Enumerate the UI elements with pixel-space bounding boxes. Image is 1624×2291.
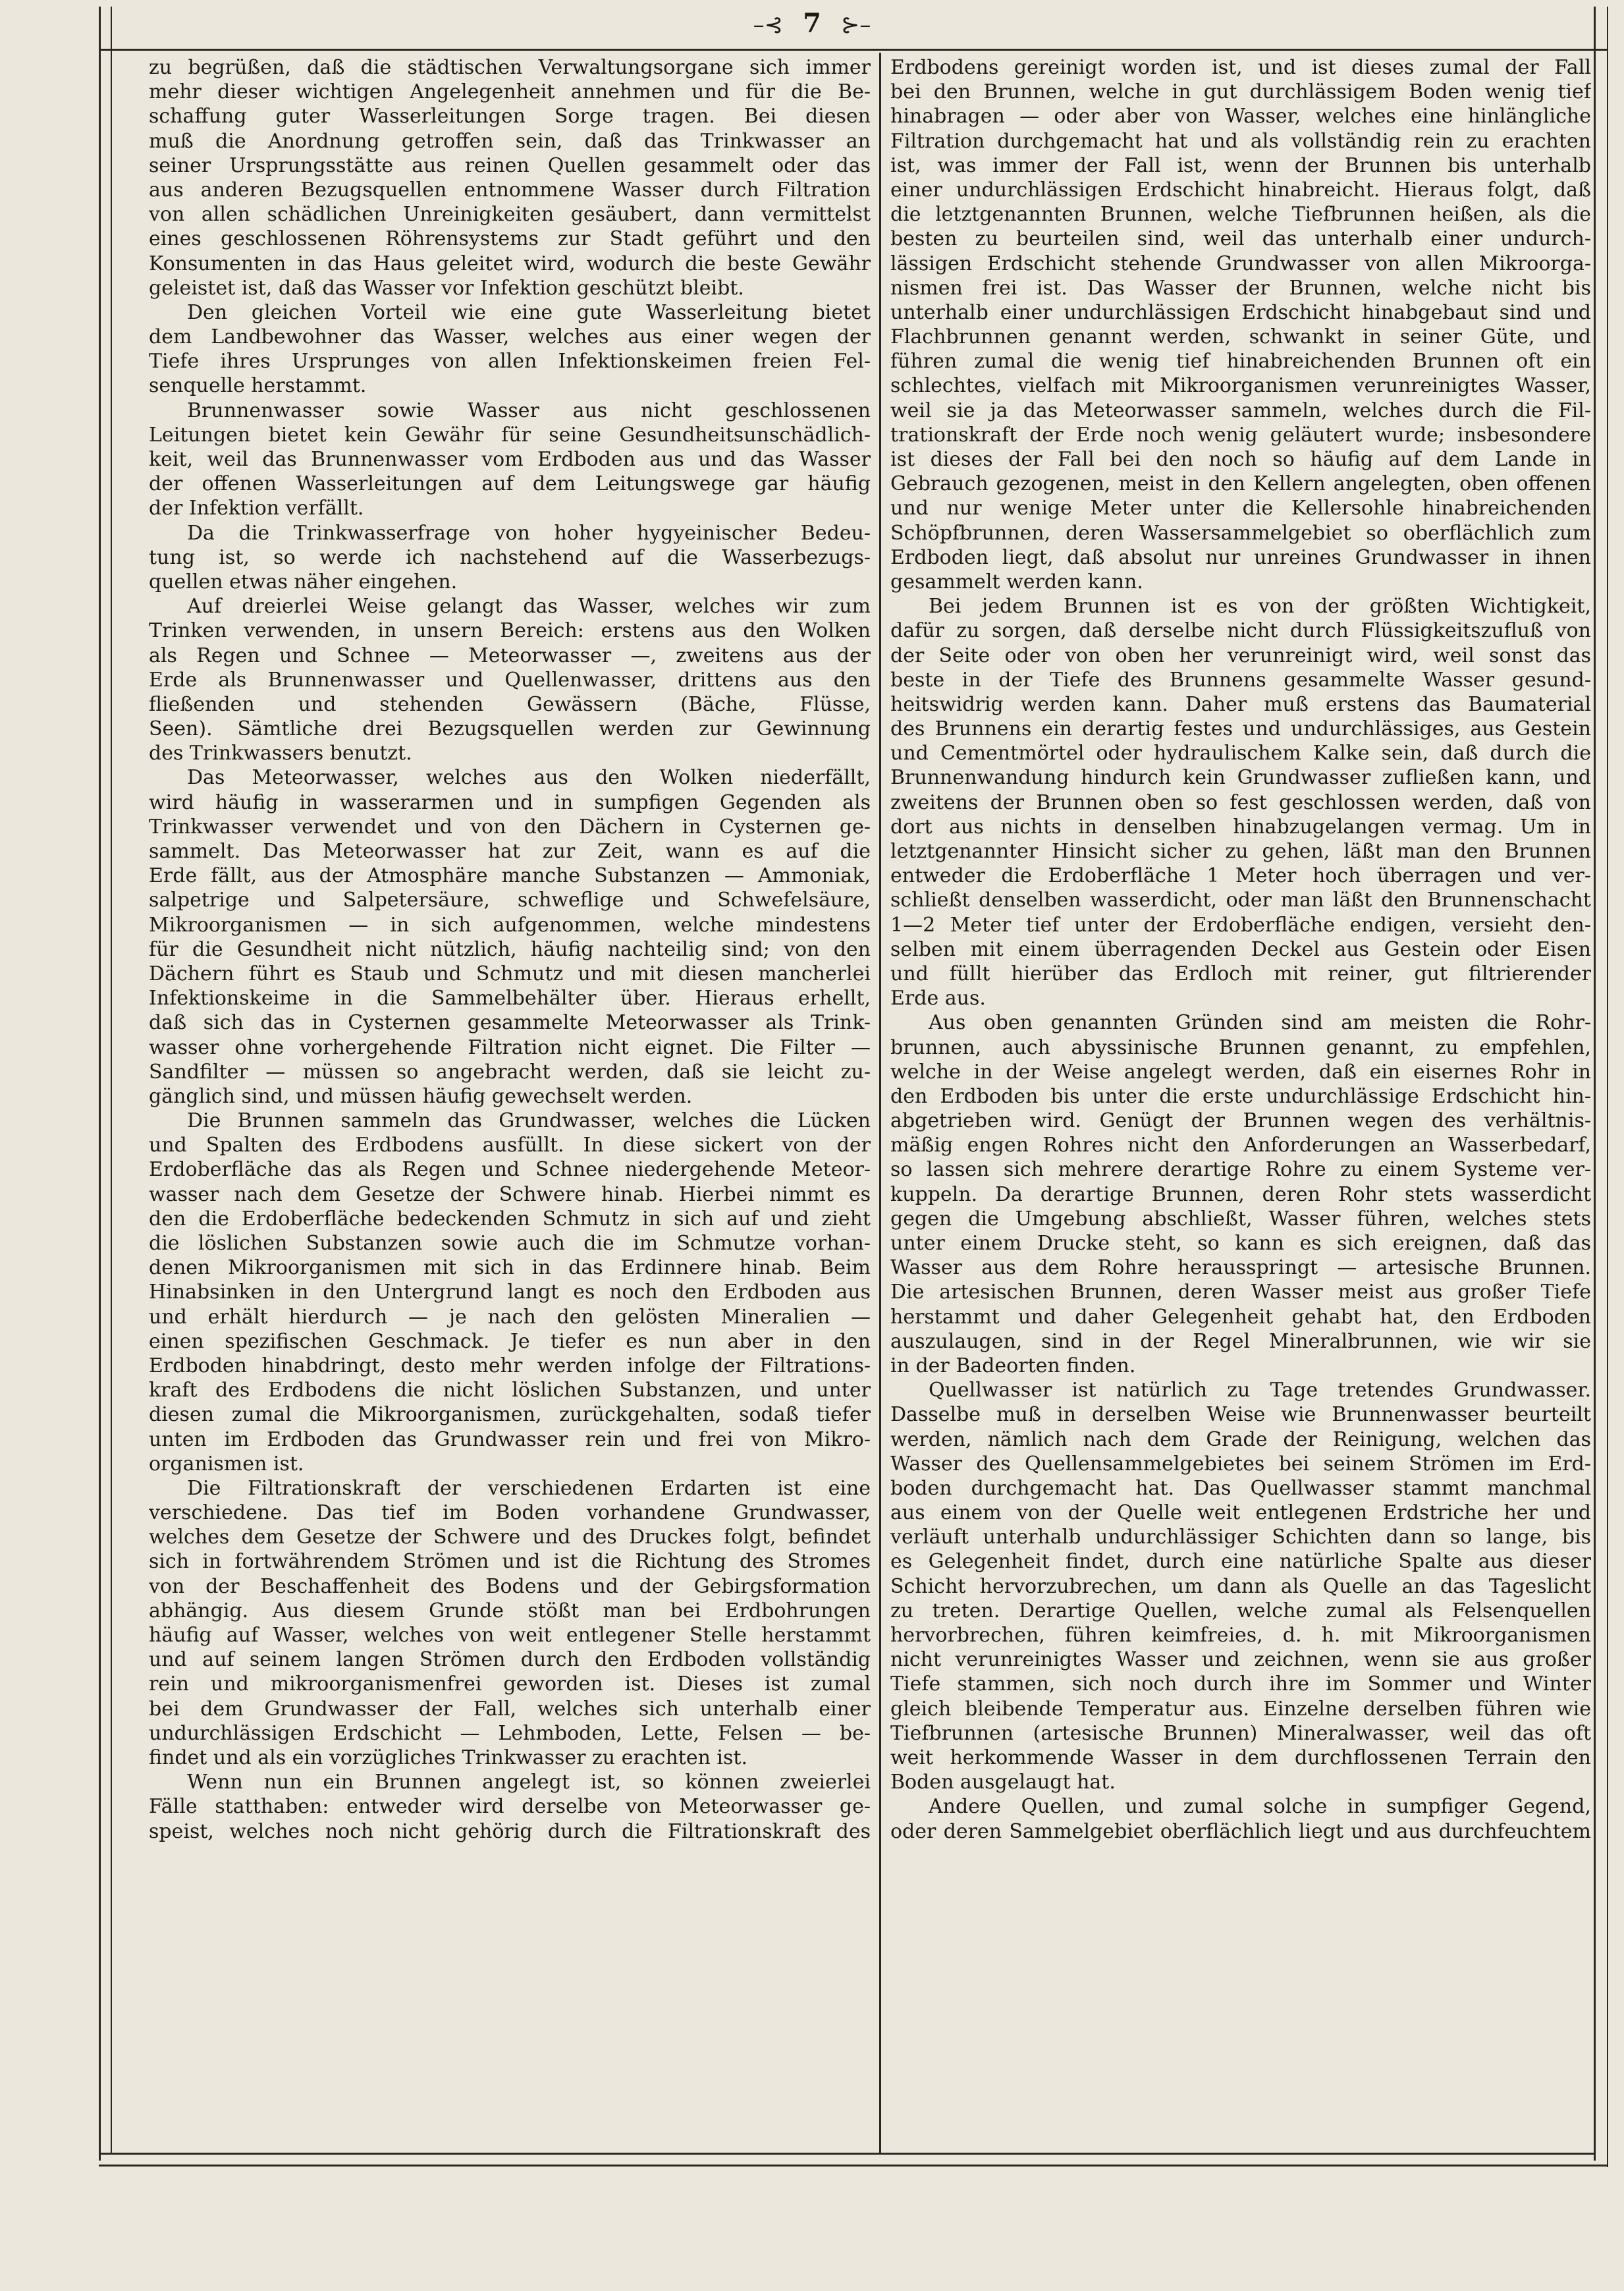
text-line: Die Filtrationskraft der verschiedenen Erdarten ist eine	[187, 1476, 871, 1500]
text-line: unterhalb einer undurchlässigen Erdschicht hinabgebaut sind und	[890, 300, 1591, 324]
text-line: wasser nach dem Gesetze der Schwere hinab. Hierbei nimmt es	[149, 1182, 871, 1206]
text-line: oder deren Sammelgebiet oberflächlich liegt und aus durchfeuchtem	[890, 1819, 1591, 1843]
text-line: mäßig engen Rohres nicht den Anforderungen an Wasserbedarf,	[890, 1134, 1591, 1157]
text-line: lässigen Erdschicht stehende Grundwasser von allen Mikroorga-	[890, 252, 1591, 275]
text-line: gleich bleibende Temperatur aus. Einzelne derselben führen wie	[890, 1697, 1591, 1721]
text-line: Flachbrunnen genannt werden, schwankt in seiner Güte, und	[890, 325, 1591, 349]
text-line: Erde aus.	[890, 987, 986, 1010]
text-line: herstammt und daher Gelegenheit gehabt hat, den Erdboden	[890, 1305, 1591, 1329]
text-line: hinabragen — oder aber von Wasser, welches eine hinlängliche	[890, 105, 1591, 128]
text-line: Da die Trinkwasserfrage von hoher hygyeinischer Bedeu-	[187, 521, 871, 545]
text-line: Konsumenten in das Haus geleitet wird, wodurch die beste Gewähr	[149, 252, 871, 275]
text-line: Tiefe ihres Ursprunges von allen Infektionskeimen freien Fel-	[149, 350, 871, 373]
text-line: die löslichen Substanzen sowie auch die im Schmutze vorhan-	[149, 1232, 871, 1255]
text-line: wasser ohne vorhergehende Filtration nicht eignet. Die Filter —	[149, 1035, 871, 1059]
text-line: eines geschlossenen Röhrensystems zur Stadt geführt und den	[149, 227, 871, 251]
text-line: auszulaugen, sind in der Regel Mineralbrunnen, wie wir sie	[890, 1329, 1591, 1353]
text-line: Filtration durchgemacht hat und als vollständig rein zu erachten	[890, 129, 1591, 153]
text-line: keit, weil das Brunnenwasser vom Erdboden aus und das Wasser	[149, 448, 871, 471]
text-line: Bei jedem Brunnen ist es von der größten Wichtigkeit,	[929, 595, 1591, 619]
text-line: findet und als ein vorzügliches Trinkwasser zu erachten ist.	[149, 1746, 748, 1769]
text-line: weit herkommende Wasser in dem durchflossenen Terrain den	[890, 1746, 1591, 1769]
text-line: boden durchgemacht hat. Das Quellwasser stammt manchmal	[890, 1476, 1591, 1500]
text-line: Dasselbe muß in derselben Weise wie Brunnenwasser beurteilt	[890, 1403, 1591, 1427]
header-rule	[99, 49, 1607, 51]
text-line: rein und mikroorganismenfrei geworden ist. Dieses ist zumal	[149, 1672, 871, 1696]
page-border-bottom-outer	[99, 2165, 1608, 2167]
ornament-left: –⊰	[753, 12, 784, 38]
text-line: bei dem Grundwasser der Fall, welches sich unterhalb einer	[149, 1697, 871, 1721]
text-line: Mikroorganismen — in sich aufgenommen, welche mindestens	[149, 913, 871, 937]
text-line: einen spezifischen Geschmack. Je tiefer es nun aber in den	[149, 1329, 871, 1353]
text-line: Infektionskeime in die Sammelbehälter über. Hieraus erhellt,	[149, 987, 871, 1010]
text-line: organismen ist.	[149, 1452, 304, 1476]
text-line: ist, was immer der Fall ist, wenn der Brunnen bis unterhalb	[890, 153, 1591, 177]
right-text-column	[890, 55, 1591, 2150]
text-line: zu treten. Derartige Quellen, welche zumal als Felsenquellen	[890, 1599, 1591, 1622]
text-line: quellen etwas näher eingehen.	[149, 570, 458, 593]
ornament-right: ⊱–	[840, 12, 871, 38]
text-line: entweder die Erdoberfläche 1 Meter hoch überragen und ver-	[890, 864, 1591, 888]
text-line: einer undurchlässigen Erdschicht hinabreicht. Hieraus folgt, daß	[890, 178, 1591, 202]
text-line: Brunnenwasser sowie Wasser aus nicht geschlossenen	[187, 399, 871, 422]
text-line: aus einem von der Quelle weit entlegenen Erdstriche her und	[890, 1501, 1591, 1525]
text-line: undurchlässigen Erdschicht — Lehmboden, Lette, Felsen — be-	[149, 1721, 871, 1745]
page-border-right	[1594, 7, 1596, 2161]
text-line: salpetrige und Salpetersäure, schweflige und Schwefelsäure,	[149, 889, 871, 912]
text-line: Trinken verwenden, in unsern Bereich: erstens aus den Wolken	[149, 619, 871, 643]
text-line: von der Beschaffenheit des Bodens und der Gebirgsformation	[149, 1574, 871, 1598]
text-line: der Infektion verfällt.	[149, 497, 364, 520]
text-line: Wasser aus dem Rohre herausspringt — artesische Brunnen.	[890, 1256, 1591, 1280]
text-line: und Cementmörtel oder hydraulischem Kalke sein, daß durch die	[890, 742, 1591, 765]
text-line: und auf seinem langen Strömen durch den Erdboden vollständig	[149, 1648, 871, 1672]
text-line: Das Meteorwasser, welches aus den Wolken niederfällt,	[187, 766, 871, 790]
text-line: Aus oben genannten Gründen sind am meisten die Rohr-	[929, 1011, 1591, 1035]
text-line: von allen schädlichen Unreinigkeiten gesäubert, dann vermittelst	[149, 203, 871, 227]
text-line: welches dem Gesetze der Schwere und des Druckes folgt, befindet	[149, 1526, 871, 1549]
text-line: heitswidrig werden kann. Daher muß erstens das Baumaterial	[890, 692, 1591, 716]
text-line: zweitens der Brunnen oben so fest geschlossen werden, daß von	[890, 790, 1591, 814]
text-line: Erdbodens gereinigt worden ist, und ist dieses zumal der Fall	[890, 56, 1591, 79]
text-line: beste in der Tiefe des Brunnens gesammelte Wasser gesund-	[890, 668, 1591, 692]
text-line: in der Badeorten finden.	[890, 1354, 1136, 1377]
text-line: Erdboden hinabdringt, desto mehr werden infolge der Filtrations-	[149, 1354, 871, 1377]
text-line: und nur wenige Meter unter die Kellersohle hinabreichenden	[890, 497, 1591, 520]
text-line: aus anderen Bezugsquellen entnommene Wasser durch Filtration	[149, 178, 871, 202]
page-border-right-outer	[1607, 7, 1608, 2167]
page-border-left	[99, 7, 101, 2161]
text-line: Gebrauch gezogenen, meist in den Kellern angelegten, oben offenen	[890, 472, 1591, 496]
text-line: führen zumal die wenig tief hinabreichenden Brunnen oft ein	[890, 350, 1591, 373]
text-line: nicht verunreinigtes Wasser und zeichnen, wenn sie aus großer	[890, 1648, 1591, 1672]
text-line: Wasser des Quellensammelgebietes bei seinem Strömen im Erd-	[890, 1452, 1591, 1476]
text-line: Seen). Sämtliche drei Bezugsquellen werden zur Gewinnung	[149, 717, 871, 741]
text-line: verläuft unterhalb undurchlässiger Schichten dann so lange, bis	[890, 1526, 1591, 1549]
text-line: trationskraft der Erde noch wenig geläutert wurde; insbesondere	[890, 423, 1591, 447]
text-line: gesammelt werden kann.	[890, 570, 1143, 593]
page-border-bottom	[99, 2153, 1595, 2155]
text-line: als Regen und Schnee — Meteorwasser —, zweitens aus der	[149, 644, 871, 667]
text-line: wird häufig in wasserarmen und in sumpfigen Gegenden als	[149, 790, 871, 814]
text-line: den Erdboden bis unter die erste undurchlässige Erdschicht hin-	[890, 1084, 1591, 1108]
page-border-left-inner	[111, 7, 112, 2153]
text-line: Erde als Brunnenwasser und Quellenwasser, drittens aus den	[149, 668, 871, 692]
text-line: des Trinkwassers benutzt.	[149, 742, 412, 765]
text-line: der offenen Wasserleitungen auf dem Leitungswege gar häufig	[149, 472, 871, 496]
text-line: Tiefbrunnen (artesische Brunnen) Mineralwasser, weil das oft	[890, 1721, 1591, 1745]
text-line: gänglich sind, und müssen häufig gewechselt werden.	[149, 1084, 693, 1108]
text-line: besten zu beurteilen sind, weil das unterhalb einer undurch-	[890, 227, 1591, 251]
text-line: Erde fällt, aus der Atmosphäre manche Substanzen — Ammoniak,	[149, 864, 871, 888]
text-line: geleistet ist, daß das Wasser vor Infektion geschützt bleibt.	[149, 276, 744, 300]
text-line: der Seite oder von oben her verunreinigt wird, weil sonst das	[890, 644, 1591, 667]
text-line: für die Gesundheit nicht nützlich, häufig nachteilig sind; von den	[149, 937, 871, 961]
page-header	[0, 5, 1624, 42]
text-line: Schicht hervorzubrechen, um dann als Quelle an das Tageslicht	[890, 1574, 1591, 1598]
text-line: daß sich das in Cysternen gesammelte Meteorwasser als Trink-	[149, 1011, 871, 1035]
text-line: unter einem Drucke steht, so kann es sich ereignen, daß das	[890, 1232, 1591, 1255]
text-line: kraft des Erdbodens die nicht löslichen Substanzen, und unter	[149, 1379, 871, 1402]
text-line: unten im Erdboden das Grundwasser rein und frei von Mikro-	[149, 1427, 871, 1451]
text-line: speist, welches noch nicht gehörig durch die Filtrationskraft des	[149, 1819, 871, 1843]
text-line: Tiefe stammen, sich noch durch ihre im Sommer und Winter	[890, 1672, 1591, 1696]
text-line: gegen die Umgebung abschließt, Wasser führen, welches stets	[890, 1207, 1591, 1230]
text-line: Erdoberfläche das als Regen und Schnee niedergehende Meteor-	[149, 1158, 871, 1182]
text-line: seiner Ursprungsstätte aus reinen Quellen gesammelt oder das	[149, 153, 871, 177]
text-line: schlechtes, vielfach mit Mikroorganismen verunreinigtes Wasser,	[890, 374, 1591, 398]
text-line: Brunnenwandung hindurch kein Grundwasser zufließen kann, und	[890, 766, 1591, 790]
page-number: 7	[803, 8, 821, 39]
text-line: verschiedene. Das tief im Boden vorhandene Grundwasser,	[149, 1501, 871, 1525]
text-line: Die Brunnen sammeln das Grundwasser, welches die Lücken	[187, 1109, 871, 1133]
text-line: letztgenannter Hinsicht sicher zu gehen, läßt man den Brunnen	[890, 840, 1591, 863]
text-line: Boden ausgelaugt hat.	[890, 1771, 1116, 1794]
text-line: kuppeln. Da derartige Brunnen, deren Rohr stets wasserdicht	[890, 1182, 1591, 1206]
text-line: Sandfilter — müssen so angebracht werden, daß sie leicht zu-	[149, 1060, 871, 1084]
text-line: und Spalten des Erdbodens ausfüllt. In diese sickert von der	[149, 1134, 871, 1157]
text-line: denen Mikroorganismen mit sich in das Erdinnere hinab. Beim	[149, 1256, 871, 1280]
text-line: Quellwasser ist natürlich zu Tage tretendes Grundwasser.	[929, 1379, 1591, 1402]
text-line: muß die Anordnung getroffen sein, daß das Trinkwasser an	[149, 129, 871, 153]
text-line: die letztgenannten Brunnen, welche Tiefbrunnen heißen, als die	[890, 203, 1591, 227]
text-line: so lassen sich mehrere derartige Rohre zu einem Systeme ver-	[890, 1158, 1591, 1182]
text-line: selben mit einem überragenden Deckel aus Gestein oder Eisen	[890, 937, 1591, 961]
text-line: hervorbrechen, führen keimfreies, d. h. mit Mikroorganismen	[890, 1624, 1591, 1647]
text-line: nismen frei ist. Das Wasser der Brunnen, welche nicht bis	[890, 276, 1591, 300]
text-line: Hinabsinken in den Untergrund langt es noch den Erdboden aus	[149, 1281, 871, 1304]
text-line: dem Landbewohner das Wasser, welches aus einer wegen der	[149, 325, 871, 349]
text-line: weil sie ja das Meteorwasser sammeln, welches durch die Fil-	[890, 399, 1591, 422]
left-text-column	[149, 55, 871, 2150]
text-line: den die Erdoberfläche bedeckenden Schmutz in sich auf und zieht	[149, 1207, 871, 1230]
text-line: tung ist, so werde ich nachstehend auf die Wasserbezugs-	[149, 545, 871, 569]
text-line: senquelle herstammt.	[149, 374, 367, 398]
text-line: dafür zu sorgen, daß derselbe nicht durch Flüssigkeitszufluß von	[890, 619, 1591, 643]
text-line: brunnen, auch abyssinische Brunnen genannt, zu empfehlen,	[890, 1035, 1591, 1059]
text-line: Andere Quellen, und zumal solche in sumpfiger Gegend,	[929, 1795, 1591, 1819]
text-line: Schöpfbrunnen, deren Wassersammelgebiet so oberflächlich zum	[890, 521, 1591, 545]
text-line: bei den Brunnen, welche in gut durchlässigem Boden wenig tief	[890, 80, 1591, 104]
text-line: Dächern führt es Staub und Schmutz und mit diesen mancherlei	[149, 962, 871, 985]
text-line: werden, nämlich nach dem Grade der Reinigung, welchen das	[890, 1427, 1591, 1451]
text-line: 1—2 Meter tief unter der Erdoberfläche endigen, versieht den-	[890, 913, 1591, 937]
column-divider	[879, 53, 881, 2153]
text-line: Fälle statthaben: entweder wird derselbe von Meteorwasser ge-	[149, 1795, 871, 1819]
text-line: sammelt. Das Meteorwasser hat zur Zeit, wann es auf die	[149, 840, 871, 863]
text-line: abhängig. Aus diesem Grunde stößt man bei Erdbohrungen	[149, 1599, 871, 1622]
text-line: Auf dreierlei Weise gelangt das Wasser, welches wir zum	[187, 595, 871, 619]
text-line: welche in der Weise angelegt werden, daß ein eisernes Rohr in	[890, 1060, 1591, 1084]
text-line: des Brunnens ein derartig festes und undurchlässiges, aus Gestein	[890, 717, 1591, 741]
text-line: Die artesischen Brunnen, deren Wasser meist aus großer Tiefe	[890, 1281, 1591, 1304]
text-line: Den gleichen Vorteil wie eine gute Wasserleitung bietet	[187, 300, 871, 324]
text-line: mehr dieser wichtigen Angelegenheit annehmen und für die Be-	[149, 80, 871, 104]
text-line: fließenden und stehenden Gewässern (Bäche, Flüsse,	[149, 692, 871, 716]
text-line: es Gelegenheit findet, durch eine natürliche Spalte aus dieser	[890, 1550, 1591, 1574]
text-line: schaffung guter Wasserleitungen Sorge tragen. Bei diesen	[149, 105, 871, 128]
text-line: sich in fortwährendem Strömen und ist die Richtung des Stromes	[149, 1550, 871, 1574]
text-line: Trinkwasser verwendet und von den Dächern in Cysternen ge-	[149, 815, 871, 839]
text-line: und füllt hierüber das Erdloch mit reiner, gut filtrierender	[890, 962, 1591, 985]
text-line: diesen zumal die Mikroorganismen, zurückgehalten, sodaß tiefer	[149, 1403, 871, 1427]
text-line: Leitungen bietet kein Gewähr für seine Gesundheitsunschädlich-	[149, 423, 871, 447]
text-line: zu begrüßen, daß die städtischen Verwaltungsorgane sich immer	[149, 56, 871, 79]
text-line: abgetrieben wird. Genügt der Brunnen wegen des verhältnis-	[890, 1109, 1591, 1133]
text-line: schließt denselben wasserdicht, oder man läßt den Brunnenschacht	[890, 889, 1591, 912]
text-line: Wenn nun ein Brunnen angelegt ist, so können zweierlei	[187, 1771, 871, 1794]
text-line: häufig auf Wasser, welches von weit entlegener Stelle herstammt	[149, 1624, 871, 1647]
text-line: ist dieses der Fall bei den noch so häufig auf dem Lande in	[890, 448, 1591, 471]
text-line: dort aus nichts in denselben hinabzugelangen vermag. Um in	[890, 815, 1591, 839]
text-line: Erdboden liegt, daß absolut nur unreines Grundwasser in ihnen	[890, 545, 1591, 569]
text-line: und erhält hierdurch — je nach den gelösten Mineralien —	[149, 1305, 871, 1329]
